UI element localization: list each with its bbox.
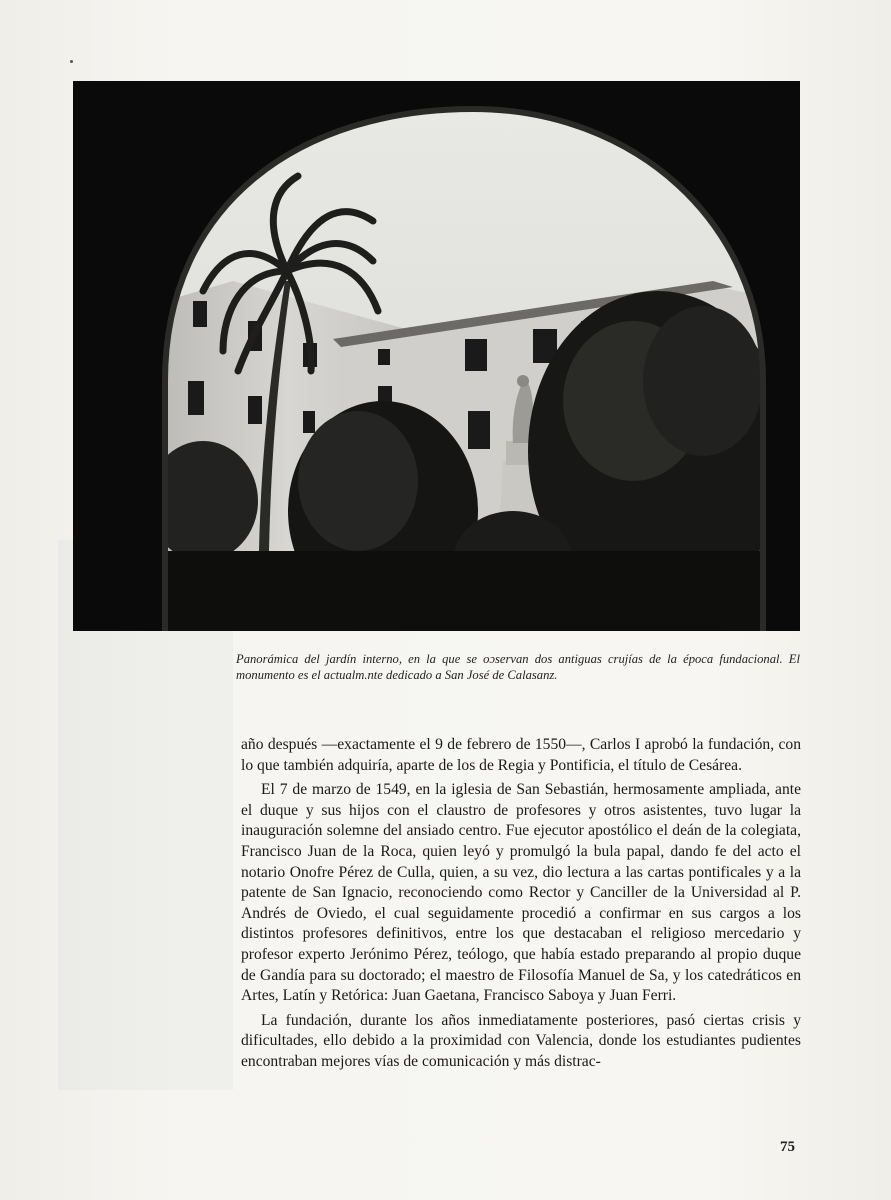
photograph-icon	[73, 81, 800, 631]
paragraph: año después —exactamente el 9 de febrero de 1550—, Carlos I aprobó la fundación, con lo que también adquiría, aparte de los de Regia y Pontificia, el título de Cesárea.	[241, 736, 801, 774]
garden-photograph	[73, 81, 800, 631]
registration-mark	[70, 60, 73, 63]
paragraph: El 7 de marzo de 1549, en la iglesia de San Sebastián, hermosamente ampliada, ante el duque y sus hijos con el claustro de profesores y otros asistentes, tuvo lugar la inauguración solemne del ansiado centro. Fue ejecutor apostólico el deán de la colegiata, Francisco Juan de la Roca, quien leyó y promulgó la bula papal, dando fe del acto el notario Onofre Pérez de Culla, quien, a su vez, dio lectura a las cartas pontificales y a la patente de San Ignacio, reconociendo como Rector y Canciller de la Universidad al P. Andrés de Oviedo, el cual seguidamente procedió a confirmar en sus cargos a los distintos profesores definitivos, entre los que destacaban el religioso mercedario y profesor experto Jerónimo Pérez, teólogo, que había estado preparando al propio duque de Gandía para su doctorado; el maestro de Filosofía Manuel de Sa, y los catedráticos en Artes, Latín y Retórica: Juan Gaetana, Francisco Saboya y Juan Ferri.	[241, 781, 801, 1005]
page-number: 75	[780, 1139, 795, 1155]
paragraph: La fundación, durante los años inmediatamente posteriores, pasó ciertas crisis y dificultades, ello debido a la proximidad con Valencia, donde los estudiantes pudientes encontraban mejores vías de comunicación y más distrac-	[241, 1011, 801, 1070]
article-body	[241, 735, 801, 1073]
photo-caption: Panorámica del jardín interno, en la que se oɔservan dos antiguas crujías de la época fundacional. El monumento es el actualm.nte dedicado a San José de Calasanz.	[236, 652, 800, 682]
